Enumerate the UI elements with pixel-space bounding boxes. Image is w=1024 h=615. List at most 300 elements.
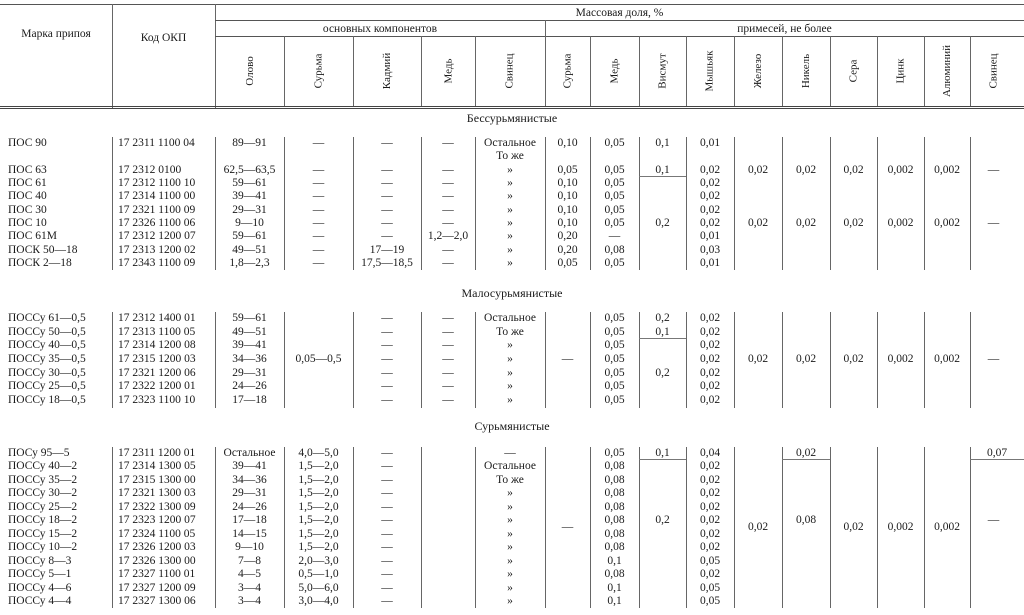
- cell-cd: —: [381, 500, 393, 513]
- cell-i-cu: 0,05: [604, 203, 625, 216]
- divider: [545, 20, 546, 36]
- column-header-label: Висмут: [656, 53, 669, 89]
- column-header-label: Сурьма: [561, 53, 574, 89]
- cell-cd: —: [381, 216, 393, 229]
- cell-sn: 29—31: [232, 366, 267, 379]
- divider: [353, 36, 354, 106]
- cell-cd: —: [381, 581, 393, 594]
- cell-lead: »: [507, 366, 513, 379]
- solder-grade: ПОССу 10—2: [8, 541, 78, 554]
- cell-lead: »: [507, 568, 513, 581]
- solder-grade: ПОС 90: [8, 137, 47, 149]
- cell-i-cu: 0,08: [604, 527, 625, 540]
- cell-cd: —: [381, 487, 393, 500]
- cell-lead: »: [507, 216, 513, 229]
- okp-code: 17 2326 1200 03: [118, 541, 196, 554]
- cell-sn: 9—10: [235, 216, 264, 229]
- cell-lead: »: [507, 394, 513, 407]
- merged-cell-i-zn: 0,002: [887, 163, 914, 176]
- divider: [970, 36, 971, 106]
- cell-i-bi: 0,1: [639, 164, 686, 177]
- solder-grade: ПОС 40: [8, 190, 47, 203]
- okp-code: 17 2315 1200 03: [118, 353, 196, 365]
- cell-i-as: 0,02: [699, 541, 721, 554]
- cell-lead: —: [504, 447, 516, 459]
- divider: [782, 36, 783, 106]
- cell-i-as: 0,04: [699, 447, 721, 459]
- column-header-label: Медь: [608, 58, 621, 84]
- column-divider: [639, 137, 640, 270]
- divider: [686, 36, 687, 106]
- divider: [112, 4, 113, 108]
- cell-sn: 39—41: [232, 190, 267, 203]
- cell-sn: 9—10: [235, 541, 264, 554]
- okp-code: 17 2327 1100 01: [118, 568, 196, 581]
- solder-grade: ПОССу 4—6: [8, 581, 72, 594]
- column-header-label: Кадмий: [381, 52, 393, 90]
- column-header: [353, 38, 421, 104]
- cell-i-sb: 0,10: [557, 216, 578, 229]
- merged-cell-i-ni: 0,02: [795, 353, 817, 365]
- solder-grade: ПОССу 5—1: [8, 568, 72, 581]
- okp-code: 17 2323 1100 10: [118, 394, 196, 407]
- cell-sn: 17—18: [232, 394, 267, 407]
- cell-sb: 5,0—6,0: [298, 581, 339, 594]
- solder-grade: ПОС 10: [8, 216, 47, 229]
- merged-cell-i-s: 0,02: [843, 163, 864, 176]
- cell-sn: 4—5: [238, 568, 261, 581]
- cell-i-as: 0,02: [699, 312, 721, 324]
- cell-cu: —: [442, 216, 454, 229]
- cell-cd: 17—19: [369, 243, 405, 256]
- okp-code: 17 2315 1300 00: [118, 473, 196, 486]
- cell-cd: —: [381, 353, 393, 365]
- merged-cell-i-bi: 0,2: [655, 514, 670, 527]
- cell-lead: »: [507, 203, 513, 216]
- cell-i-bi: 0,1: [655, 137, 670, 149]
- okp-code: 17 2326 1100 06: [118, 216, 196, 229]
- cell-lead: »: [507, 581, 513, 594]
- cell-sb: —: [312, 216, 325, 229]
- cell-i-as: 0,02: [699, 339, 721, 352]
- cell-i-as: 0,02: [699, 203, 721, 216]
- cell-i-as: 0,02: [699, 394, 721, 407]
- cell-cu: —: [442, 190, 454, 203]
- okp-code: 17 2312 0100: [118, 163, 182, 176]
- cell-i-cu: 0,05: [604, 353, 625, 365]
- cell-sn: 1,8—2,3: [229, 256, 270, 269]
- cell-cu: —: [442, 312, 454, 324]
- column-divider: [112, 447, 113, 608]
- okp-code: 17 2311 1200 01: [118, 447, 196, 459]
- column-divider: [112, 312, 113, 408]
- divider: [284, 36, 285, 106]
- column-header-label: Олово: [243, 56, 256, 86]
- cell-cu: —: [442, 325, 454, 338]
- cell-lead: »: [507, 176, 513, 189]
- cell-cd: —: [381, 394, 393, 407]
- cell-i-as: 0,02: [699, 353, 721, 365]
- solder-grade: ПОССу 18—0,5: [8, 394, 86, 407]
- column-header: [686, 38, 734, 104]
- column-header-label: Мышьяк: [704, 50, 716, 92]
- merged-cell-i-pb: —: [987, 353, 1000, 365]
- solder-grade: ПОССу 30—0,5: [8, 366, 86, 379]
- cell-cu: —: [442, 176, 454, 189]
- cell-sb: 1,5—2,0: [298, 541, 339, 554]
- cell-i-as: 0,02: [699, 366, 721, 379]
- okp-code: 17 2327 1300 06: [118, 594, 196, 607]
- cell-cu: —: [442, 353, 454, 365]
- cell-sn: 89—91: [232, 137, 267, 149]
- main-components-header: основных компонентов: [322, 23, 438, 35]
- cell-cu: —: [442, 203, 454, 216]
- cell-sn: 59—61: [232, 230, 267, 243]
- okp-code: 17 2311 1100 04: [118, 137, 195, 149]
- divider: [877, 36, 878, 106]
- cell-sb: 1,5—2,0: [298, 460, 339, 473]
- cell-sb: 1,5—2,0: [298, 500, 339, 513]
- cell-sn: 24—26: [232, 380, 267, 393]
- cell-lead: »: [507, 190, 513, 203]
- solder-grade: ПОССу 30—2: [8, 487, 78, 500]
- cell-sb: —: [312, 230, 325, 243]
- merged-cell-i-ni: 0,02: [795, 216, 817, 229]
- cell-i-as: 0,03: [699, 243, 721, 256]
- column-divider: [970, 137, 971, 270]
- solder-grade: ПОССу 50—0,5: [8, 325, 86, 338]
- cell-lead: »: [507, 163, 513, 176]
- cell-i-as: 0,02: [699, 190, 721, 203]
- solder-grade: ПОССу 15—2: [8, 527, 78, 540]
- cell-sn: 7—8: [238, 554, 261, 567]
- cell-cu: —: [442, 380, 454, 393]
- cell-lead: То же: [496, 325, 524, 338]
- merged-cell-i-fe: 0,02: [747, 163, 769, 176]
- cell-sb: 4,0—5,0: [298, 447, 339, 459]
- cell-i-sb: 0,05: [557, 256, 578, 269]
- cell-cd: —: [381, 514, 393, 527]
- cell-lead: »: [507, 243, 513, 256]
- cell-sb: 2,0—3,0: [298, 554, 339, 567]
- okp-code: 17 2313 1100 05: [118, 325, 196, 338]
- divider: [639, 36, 640, 106]
- divider: [421, 36, 422, 106]
- cell-i-cu: —: [608, 230, 621, 243]
- merged-cell-i-al: 0,002: [934, 163, 960, 176]
- cell-lead: Остальное: [484, 460, 536, 473]
- okp-code: 17 2312 1100 10: [118, 176, 196, 189]
- cell-i-bi: 0,2: [655, 312, 670, 324]
- cell-sn: 29—31: [232, 203, 267, 216]
- column-header: [782, 38, 830, 104]
- solder-grade: ПОС 30: [8, 203, 47, 216]
- cell-cu: 1,2—2,0: [427, 230, 469, 243]
- cell-cu: —: [442, 394, 454, 407]
- header-top-rule: [0, 4, 1024, 5]
- column-divider: [112, 137, 113, 270]
- cell-sb: 0,5—1,0: [298, 568, 339, 581]
- cell-cd: —: [381, 137, 393, 149]
- merged-cell-i-pb: —: [987, 514, 1000, 527]
- column-header: [639, 38, 686, 104]
- solder-grade: ПОССу 25—2: [8, 500, 78, 513]
- cell-i-bi: 0,1: [639, 326, 686, 340]
- column-header-label: Сурьма: [312, 53, 325, 89]
- solder-grade: ПОССу 61—0,5: [8, 312, 86, 324]
- column-divider: [734, 137, 735, 270]
- merged-cell-i-bi: 0,2: [655, 366, 670, 379]
- column-header: [421, 38, 475, 104]
- divider: [590, 36, 591, 106]
- cell-sb: —: [312, 163, 325, 176]
- column-divider: [782, 447, 783, 608]
- cell-sn: 3—4: [238, 581, 261, 594]
- cell-i-cu: 0,08: [604, 473, 625, 486]
- cell-cd: —: [381, 568, 393, 581]
- merged-cell-i-fe: 0,02: [747, 520, 769, 533]
- cell-i-cu: 0,08: [604, 243, 625, 256]
- code-header: Код ОКП: [140, 32, 187, 44]
- cell-sn: 17—18: [232, 514, 267, 527]
- cell-i-sb: 0,20: [557, 230, 578, 243]
- cell-cd: —: [381, 312, 393, 324]
- cell-i-cu: 0,05: [604, 325, 625, 338]
- cell-lead: Остальное: [484, 312, 536, 324]
- cell-cd: —: [381, 190, 393, 203]
- cell-cu: —: [442, 243, 454, 256]
- column-header: [970, 38, 1017, 104]
- cell-lead: »: [507, 527, 513, 540]
- cell-cd: —: [381, 176, 393, 189]
- solder-grade: ПОССу 18—2: [8, 514, 78, 527]
- solder-grade: ПОССу 35—2: [8, 473, 78, 486]
- merged-cell-i-s: 0,02: [843, 520, 864, 533]
- cell-cu: —: [442, 366, 454, 379]
- cell-cd: —: [381, 230, 393, 243]
- column-header-label: Медь: [442, 58, 454, 84]
- cell-sb: —: [312, 137, 325, 149]
- cell-sb: —: [312, 190, 325, 203]
- cell-i-cu: 0,08: [604, 541, 625, 554]
- merged-cell-sb: 0,05—0,5: [295, 353, 342, 365]
- solder-grade: ПОССу 8—3: [8, 554, 72, 567]
- column-divider: [830, 137, 831, 270]
- cell-lead: »: [507, 594, 513, 607]
- impurities-header: примесей, не более: [737, 23, 832, 35]
- cell-i-sb: 0,10: [557, 190, 578, 203]
- column-header-label: Никель: [799, 53, 812, 89]
- solder-grade: ПОССу 4—4: [8, 594, 72, 607]
- cell-sn: Остальное: [223, 447, 276, 459]
- cell-i-cu: 0,08: [604, 568, 625, 581]
- cell-i-as: 0,05: [699, 581, 721, 594]
- cell-lead: Остальное: [484, 137, 536, 149]
- column-header-label: Свинец: [503, 53, 516, 89]
- merged-cell-i-sb: —: [561, 353, 574, 365]
- cell-i-as: 0,02: [699, 473, 721, 486]
- cell-i-cu: 0,05: [604, 366, 625, 379]
- cell-i-cu: 0,1: [607, 554, 622, 567]
- column-divider: [924, 137, 925, 270]
- cell-sb: —: [312, 256, 325, 269]
- cell-i-as: 0,02: [699, 568, 721, 581]
- cell-sn: 62,5—63,5: [223, 163, 276, 176]
- merged-cell-i-al: 0,002: [934, 520, 960, 533]
- cell-i-as: 0,02: [699, 500, 721, 513]
- merged-cell-i-al: 0,002: [934, 216, 960, 229]
- cell-sn: 39—41: [232, 460, 267, 473]
- cell-cd: —: [381, 594, 393, 607]
- cell-i-cu: 0,08: [604, 460, 625, 473]
- column-header-label: Алюминий: [941, 44, 954, 98]
- okp-code: 17 2324 1100 05: [118, 527, 196, 540]
- section-title: Малосурьмянистые: [461, 286, 563, 300]
- column-divider: [639, 447, 640, 608]
- column-header-label: Цинк: [894, 58, 907, 84]
- column-divider: [877, 137, 878, 270]
- merged-cell-i-s: 0,02: [843, 353, 864, 365]
- merged-cell-i-zn: 0,002: [887, 520, 914, 533]
- cell-cd: —: [381, 366, 393, 379]
- column-header: [924, 38, 970, 104]
- cell-sb: 1,5—2,0: [298, 487, 339, 500]
- cell-i-as: 0,05: [699, 554, 721, 567]
- okp-code: 17 2321 1200 06: [118, 366, 196, 379]
- column-header: [734, 38, 782, 104]
- cell-cu: —: [442, 339, 454, 352]
- merged-cell-i-pb: —: [987, 216, 1000, 229]
- merged-cell-i-al: 0,002: [934, 353, 960, 365]
- column-header: [475, 38, 545, 104]
- solder-grade: ПОССу 40—2: [8, 460, 78, 473]
- okp-code: 17 2312 1400 01: [118, 312, 196, 324]
- cell-i-as: 0,05: [699, 594, 721, 607]
- column-header: [830, 38, 877, 104]
- cell-sb: 1,5—2,0: [298, 514, 339, 527]
- okp-code: 17 2327 1200 09: [118, 581, 196, 594]
- column-divider: [970, 447, 971, 608]
- cell-i-cu: 0,05: [604, 339, 625, 352]
- cell-lead: »: [507, 554, 513, 567]
- cell-sn: 29—31: [232, 487, 267, 500]
- column-header-label: Свинец: [987, 53, 1000, 89]
- merged-cell-i-pb: —: [987, 163, 1000, 176]
- column-divider: [421, 447, 422, 608]
- cell-sn: 34—36: [232, 473, 267, 486]
- okp-code: 17 2313 1200 02: [118, 243, 196, 256]
- divider: [830, 36, 831, 106]
- cell-i-cu: 0,1: [607, 594, 622, 607]
- merged-cell-i-sb: —: [561, 520, 574, 533]
- solder-grade: ПОССу 35—0,5: [8, 353, 86, 365]
- merged-cell-i-ni: 0,02: [795, 163, 817, 176]
- okp-code: 17 2343 1100 09: [118, 256, 196, 269]
- cell-sb: 1,5—2,0: [298, 527, 339, 540]
- column-header: [215, 38, 284, 104]
- divider: [734, 36, 735, 106]
- cell-sb: —: [312, 203, 325, 216]
- cell-i-as: 0,02: [699, 514, 721, 527]
- merged-cell-i-ni: 0,08: [795, 514, 817, 527]
- okp-code: 17 2322 1300 09: [118, 500, 196, 513]
- cell-sb: 1,5—2,0: [298, 473, 339, 486]
- solder-grade: ПОСК 50—18: [8, 243, 78, 256]
- cell-sn: 24—26: [232, 500, 267, 513]
- cell-i-as: 0,02: [699, 487, 721, 500]
- divider: [924, 36, 925, 106]
- cell-cd: —: [381, 447, 393, 459]
- cell-i-as: 0,02: [699, 325, 721, 338]
- merged-cell-i-zn: 0,002: [887, 353, 914, 365]
- cell-sn: 59—61: [232, 312, 267, 324]
- section-title: Бессурьмянистые: [466, 111, 558, 125]
- cell-i-cu: 0,05: [604, 447, 625, 459]
- cell-cd: —: [381, 339, 393, 352]
- cell-i-cu: 0,08: [604, 500, 625, 513]
- divider: [215, 20, 1024, 21]
- cell-lead: »: [507, 541, 513, 554]
- cell-cd: 17,5—18,5: [361, 256, 413, 269]
- cell-i-cu: 0,05: [604, 137, 625, 149]
- cell-i-cu: 0,05: [604, 176, 625, 189]
- okp-code: 17 2322 1200 01: [118, 380, 196, 393]
- cell-cd: —: [381, 473, 393, 486]
- cell-i-as: 0,02: [699, 380, 721, 393]
- merged-cell-i-zn: 0,002: [887, 216, 914, 229]
- cell-cd: —: [381, 554, 393, 567]
- divider: [545, 36, 546, 106]
- cell-i-as: 0,02: [699, 216, 721, 229]
- cell-i-as: 0,02: [699, 163, 721, 176]
- cell-i-cu: 0,05: [604, 163, 625, 176]
- okp-code: 17 2326 1300 00: [118, 554, 196, 567]
- cell-sb: —: [312, 176, 325, 189]
- column-header: [545, 38, 590, 104]
- cell-sn: 34—36: [232, 353, 267, 365]
- divider: [215, 36, 1024, 37]
- cell-i-cu: 0,05: [604, 216, 625, 229]
- cell-lead: То же: [496, 150, 524, 163]
- column-header: [284, 38, 353, 104]
- column-header: [590, 38, 639, 104]
- cell-i-sb: 0,10: [557, 176, 578, 189]
- column-divider: [782, 137, 783, 270]
- grade-header: Марка припоя: [21, 28, 91, 40]
- cell-i-as: 0,02: [699, 176, 721, 189]
- okp-code: 17 2323 1200 07: [118, 514, 196, 527]
- cell-i-cu: 0,05: [604, 380, 625, 393]
- solder-grade: ПОС 61М: [8, 230, 58, 243]
- cell-cd: —: [381, 163, 393, 176]
- header-double-rule: [0, 106, 1024, 107]
- cell-cd: —: [381, 203, 393, 216]
- cell-lead: »: [507, 487, 513, 500]
- divider: [475, 36, 476, 106]
- cell-cd: —: [381, 460, 393, 473]
- cell-cd: —: [381, 541, 393, 554]
- solder-grade: ПОССу 25—0,5: [8, 380, 86, 393]
- merged-cell-i-fe: 0,02: [747, 353, 769, 365]
- cell-i-sb: 0,20: [557, 243, 578, 256]
- header-double-rule: [0, 108, 1024, 109]
- cell-i-as: 0,02: [699, 527, 721, 540]
- merged-cell-i-fe: 0,02: [747, 216, 769, 229]
- cell-sn: 49—51: [232, 243, 267, 256]
- cell-i-pb: 0,07: [970, 447, 1024, 460]
- cell-i-sb: 0,10: [557, 137, 578, 149]
- cell-i-as: 0,01: [699, 137, 721, 149]
